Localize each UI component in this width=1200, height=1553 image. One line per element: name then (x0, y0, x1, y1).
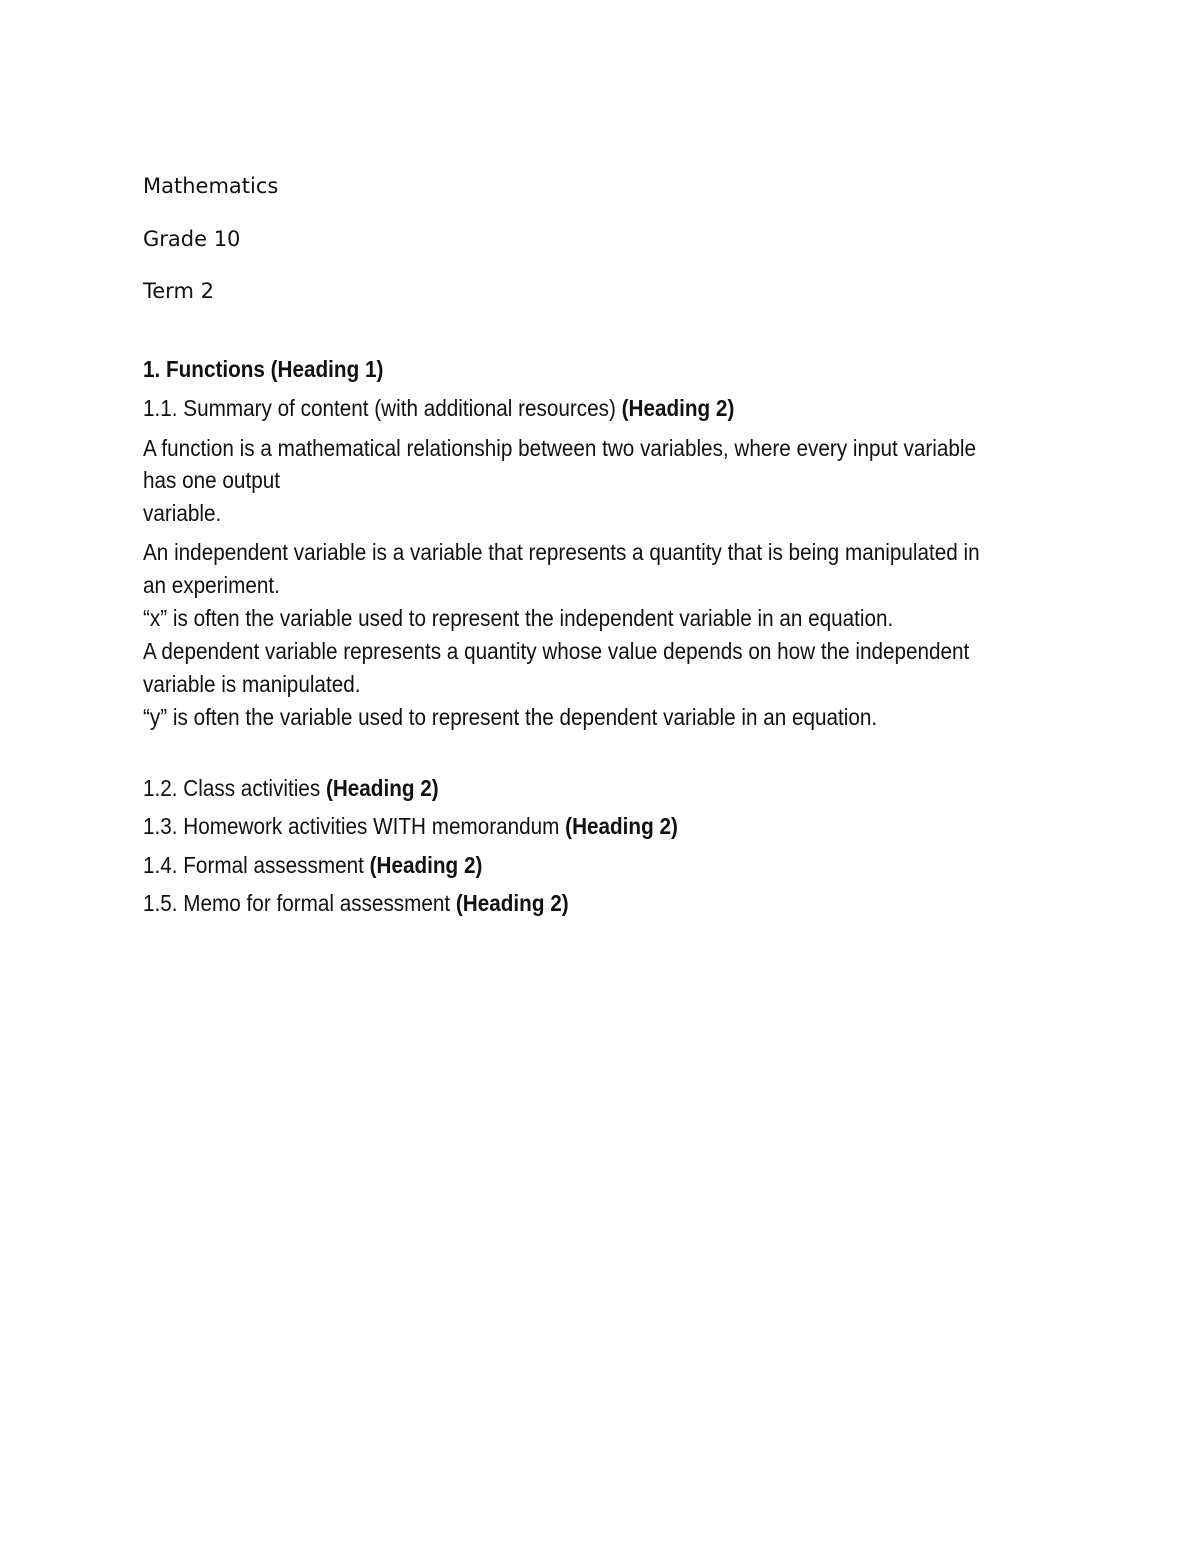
section-number: 1.4. (143, 852, 178, 878)
body-line: “y” is often the variable used to represent the dependent variable in an equation. (143, 704, 878, 730)
body-line: an experiment. (143, 572, 280, 598)
heading-2-class-activities (143, 775, 439, 802)
heading-tag: (Heading 2) (621, 395, 735, 421)
grade-label: Grade 10 (143, 227, 241, 251)
section-title: Memo for formal assessment (183, 890, 451, 916)
heading-2-homework (143, 813, 678, 840)
heading-tag: (Heading 2) (455, 890, 569, 916)
section-number: 1.5. (143, 890, 178, 916)
body-line: A dependent variable represents a quantity whose value depends on how the independent (143, 638, 970, 664)
heading-2-memo (143, 890, 569, 917)
heading-tag: (Heading 2) (565, 813, 678, 839)
body-line: variable. (143, 500, 222, 526)
body-line: An independent variable is a variable that represents a quantity that is being manipulated in (143, 539, 980, 565)
heading-1 (143, 356, 383, 383)
section-title: Homework activities WITH memorandum (183, 813, 560, 839)
heading-tag: (Heading 2) (369, 852, 483, 878)
heading-2-formal-assessment (143, 852, 482, 879)
heading-1-tag: (Heading 1) (270, 356, 384, 382)
subject-label: Mathematics (143, 174, 279, 198)
section-title: Summary of content (with additional resources) (183, 395, 616, 421)
body-line: has one output (143, 467, 280, 493)
body-line: A function is a mathematical relationship between two variables, where every input variable (143, 435, 977, 461)
body-line: variable is manipulated. (143, 671, 361, 697)
term-label: Term 2 (143, 279, 214, 303)
section-number: 1.3. (143, 813, 178, 839)
section-number: 1.1. (143, 395, 178, 421)
body-line: “x” is often the variable used to represent the independent variable in an equation. (143, 605, 894, 631)
heading-2-summary (143, 395, 734, 422)
heading-tag: (Heading 2) (325, 775, 439, 801)
heading-1-text: 1. Functions (143, 356, 265, 382)
section-title: Class activities (183, 775, 321, 801)
section-title: Formal assessment (183, 852, 364, 878)
section-number: 1.2. (143, 775, 178, 801)
